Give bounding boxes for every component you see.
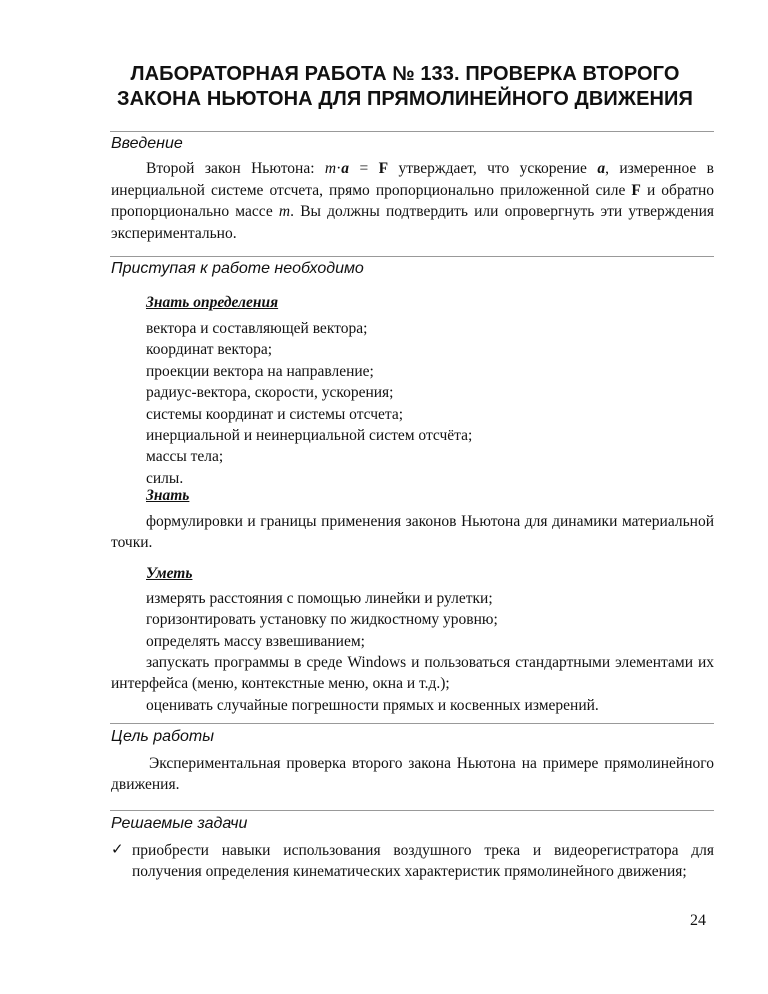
list-item: силы. [146, 469, 184, 487]
list-item: оценивать случайные погрешности прямых и косвенных измерений. [146, 697, 599, 714]
section-divider [110, 723, 714, 724]
list-item: определять массу взвешиванием; [146, 632, 365, 650]
section-divider [110, 256, 714, 257]
list-item: инерциальной и неинерциальной систем отсчёта; [146, 427, 473, 445]
know-paragraph: формулировки и границы применения законов Ньютона для динамики материальной точки. [111, 513, 714, 552]
list-item: массы тела; [146, 448, 224, 466]
acceleration-symbol: a [597, 160, 606, 177]
force-symbol: F [631, 181, 641, 199]
formula-force: F [378, 160, 389, 177]
subheading-skills: Уметь [146, 565, 193, 582]
list-item-long: запускать программы в среде Windows и пользоваться стандартными элементами их интерфейса (меню, контекстные меню, окна и т.д.); [111, 654, 714, 693]
section-heading-tasks: Решаемые задачи [111, 815, 248, 832]
list-item: радиус-вектора, скорости, ускорения; [146, 384, 394, 402]
mass-symbol: m [278, 203, 291, 221]
section-divider [110, 810, 714, 811]
intro-paragraph: Второй закон Ньютона: m·a = F утверждает, что ускорение a, измеренное в инерциальной системе отсчета, прямо пропорционально приложенной силе F и обратно пропорционально массе m. Вы должны подтвердить или опровергнуть эти утверждения экспериментально. [111, 160, 715, 242]
list-item: горизонтировать установку по жидкостному уровню; [146, 611, 498, 629]
section-heading-prereq: Приступая к работе необходимо [111, 260, 364, 277]
formula-acceleration: a [341, 160, 350, 177]
definitions-list [146, 318, 472, 489]
section-heading-intro: Введение [111, 135, 183, 152]
list-item: измерять расстояния с помощью линейки и рулетки; [146, 590, 493, 607]
skills-list [146, 588, 498, 652]
task-item [111, 840, 714, 883]
list-item: координат вектора; [146, 341, 273, 359]
formula-mass: m [324, 160, 337, 177]
section-heading-goal: Цель работы [111, 728, 215, 745]
title-line-1: ЛАБОРАТОРНАЯ РАБОТА № 133. ПРОВЕРКА ВТОРОГО [130, 63, 680, 85]
subheading-know: Знать [146, 487, 190, 504]
subheading-know-definitions: Знать определения [146, 294, 279, 311]
goal-paragraph: Экспериментальная проверка второго закона Ньютона на примере прямолинейного движения. [111, 755, 714, 794]
page-number: 24 [690, 912, 706, 929]
task-text: приобрести навыки использования воздушного трека и видеорегистратора для получения определения кинематических характеристик прямолинейного движения; [132, 842, 714, 881]
list-item: проекции вектора на направление; [146, 362, 374, 380]
page-title [90, 62, 720, 112]
list-item: вектора и составляющей вектора; [146, 320, 368, 337]
list-item: системы координат и системы отсчета; [146, 405, 404, 423]
title-line-2: ЗАКОНА НЬЮТОНА ДЛЯ ПРЯМОЛИНЕЙНОГО ДВИЖЕНИЯ [117, 88, 693, 110]
section-divider [110, 131, 714, 132]
checkmark-icon: ✓ [111, 842, 124, 858]
